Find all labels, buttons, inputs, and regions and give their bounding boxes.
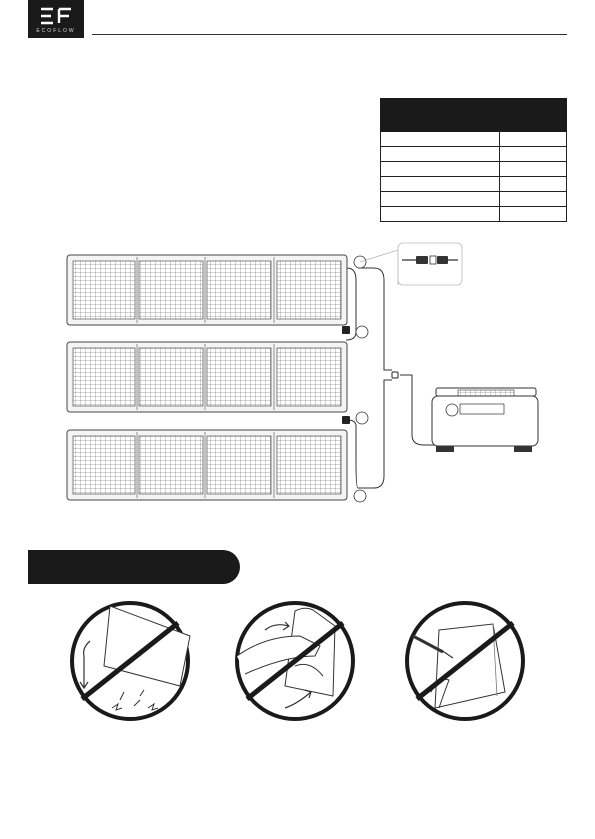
spec-row (381, 147, 566, 162)
spec-label (381, 207, 500, 221)
spec-value (500, 147, 566, 161)
spec-table (380, 98, 567, 222)
spec-value (500, 177, 566, 191)
spec-label (381, 177, 500, 191)
spec-label (381, 132, 500, 146)
no-sharp-object-icon (395, 596, 535, 726)
brand-logo (28, 0, 84, 38)
spec-row (381, 192, 566, 207)
spec-label (381, 192, 500, 206)
spec-label (381, 147, 500, 161)
spec-table-header (380, 98, 567, 132)
solar-panel-1 (67, 255, 347, 325)
solar-panel-2 (67, 342, 347, 412)
spec-row (381, 177, 566, 192)
spec-table-body (380, 132, 567, 222)
spec-value (500, 207, 566, 221)
solar-panel-3 (67, 430, 347, 500)
ef-logo-icon (39, 7, 73, 25)
no-drop-panel-icon (60, 596, 200, 726)
spec-row (381, 207, 566, 222)
spec-row (381, 132, 566, 147)
spec-row (381, 162, 566, 177)
connector-detail-callout (360, 243, 462, 285)
spec-value (500, 132, 566, 146)
power-station (432, 388, 538, 452)
spec-label (381, 162, 500, 176)
no-bend-panel-icon (225, 596, 365, 726)
solar-wiring-diagram (40, 240, 550, 510)
cable-connectors (342, 326, 398, 424)
logo-wordmark: ECOFLOW (36, 28, 76, 34)
section-banner (28, 550, 240, 584)
spec-value (500, 162, 566, 176)
header-divider (92, 34, 567, 35)
spec-value (500, 192, 566, 206)
